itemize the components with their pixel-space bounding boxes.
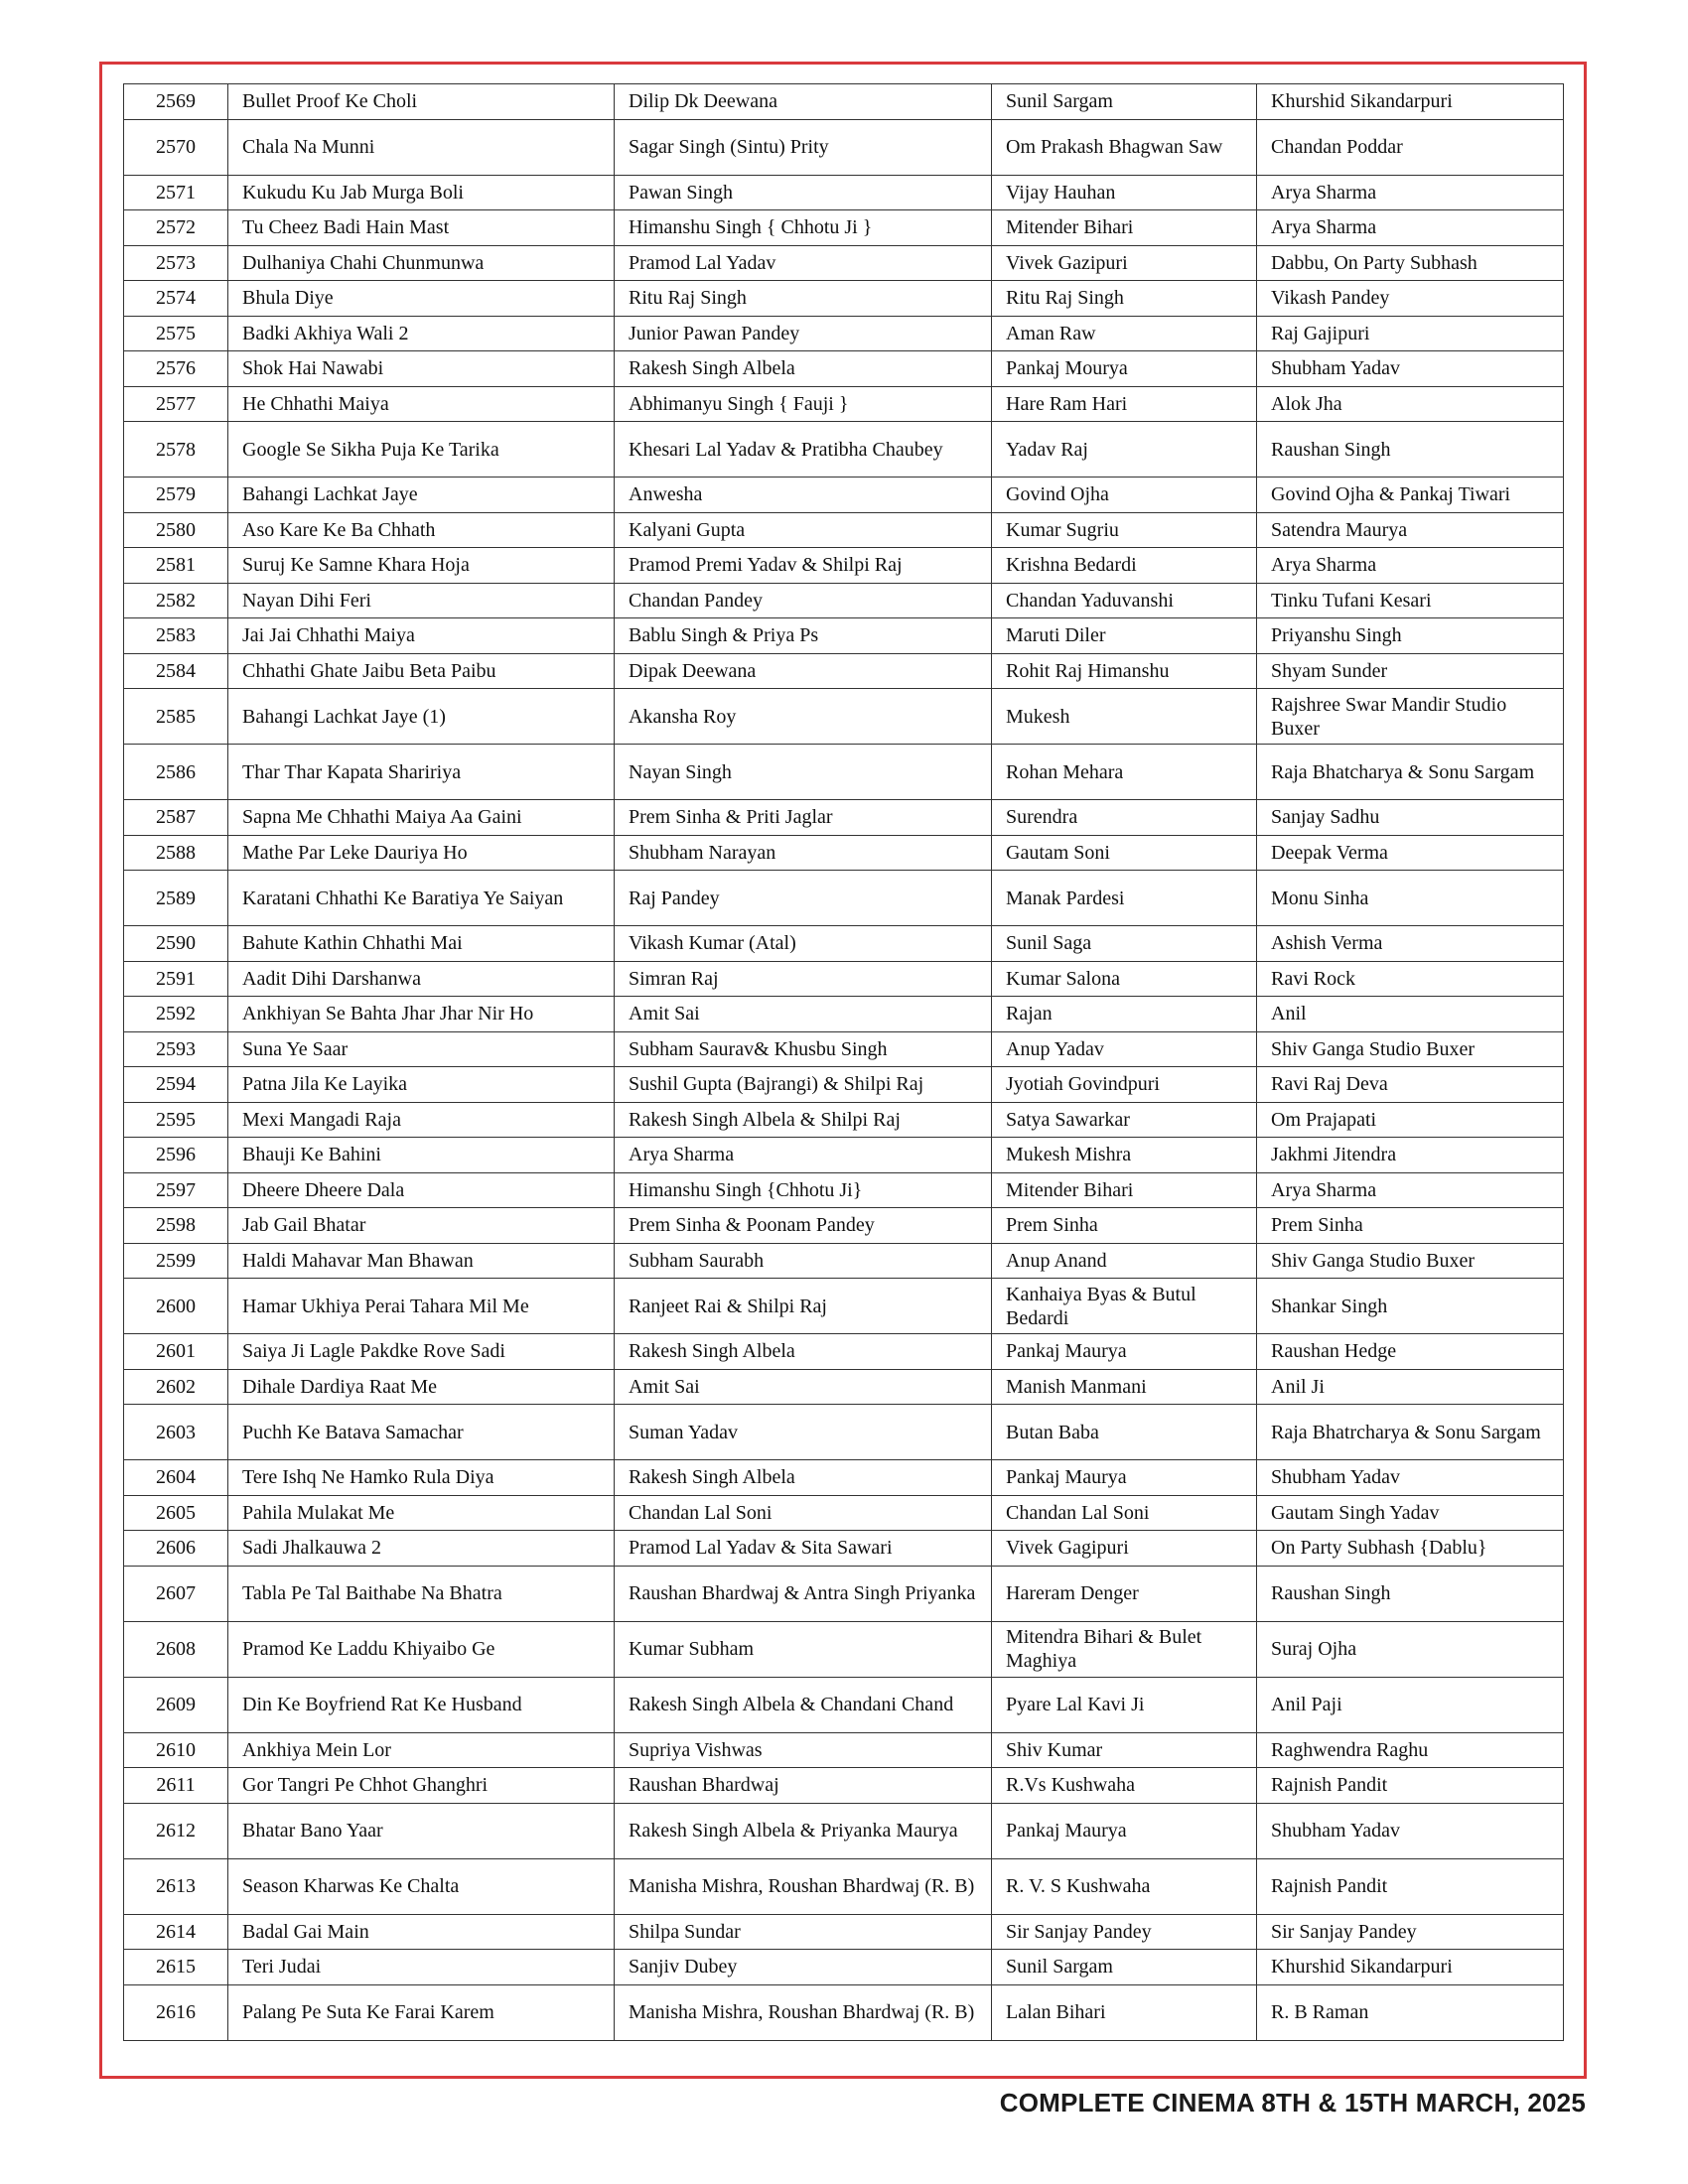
music-cell: Khurshid Sikandarpuri <box>1257 84 1564 120</box>
lyricist-cell: Mukesh Mishra <box>992 1138 1257 1173</box>
music-cell: Raushan Singh <box>1257 422 1564 478</box>
serial-number-cell: 2608 <box>124 1621 228 1677</box>
music-cell: Raja Bhatcharya & Sonu Sargam <box>1257 745 1564 800</box>
singer-cell: Chandan Pandey <box>615 583 992 618</box>
song-title-cell: Thar Thar Kapata Shaririya <box>228 745 615 800</box>
singer-cell: Nayan Singh <box>615 745 992 800</box>
table-row <box>124 1102 1564 1138</box>
table-row <box>124 1279 1564 1334</box>
lyricist-cell: Mitendra Bihari & Bulet Maghiya <box>992 1621 1257 1677</box>
singer-cell: Rakesh Singh Albela <box>615 351 992 387</box>
song-title-cell: Nayan Dihi Feri <box>228 583 615 618</box>
singer-cell: Raushan Bhardwaj <box>615 1768 992 1804</box>
music-cell: Raj Gajipuri <box>1257 316 1564 351</box>
lyricist-cell: Gautam Soni <box>992 835 1257 871</box>
music-cell: Arya Sharma <box>1257 210 1564 246</box>
singer-cell: Arya Sharma <box>615 1138 992 1173</box>
music-cell: Arya Sharma <box>1257 548 1564 584</box>
song-title-cell: Tere Ishq Ne Hamko Rula Diya <box>228 1460 615 1496</box>
music-cell: Shyam Sunder <box>1257 653 1564 689</box>
music-cell: Rajnish Pandit <box>1257 1768 1564 1804</box>
table-row <box>124 689 1564 745</box>
music-cell: Gautam Singh Yadav <box>1257 1495 1564 1531</box>
serial-number-cell: 2613 <box>124 1858 228 1914</box>
lyricist-cell: Sunil Saga <box>992 926 1257 962</box>
serial-number-cell: 2577 <box>124 386 228 422</box>
lyricist-cell: Prem Sinha <box>992 1208 1257 1244</box>
music-cell: Raushan Hedge <box>1257 1334 1564 1370</box>
serial-number-cell: 2578 <box>124 422 228 478</box>
music-cell: Shubham Yadav <box>1257 1460 1564 1496</box>
serial-number-cell: 2573 <box>124 245 228 281</box>
singer-cell: Sagar Singh (Sintu) Prity <box>615 119 992 175</box>
music-cell: Shubham Yadav <box>1257 1803 1564 1858</box>
song-title-cell: Bhatar Bano Yaar <box>228 1803 615 1858</box>
singer-cell: Vikash Kumar (Atal) <box>615 926 992 962</box>
serial-number-cell: 2603 <box>124 1405 228 1460</box>
song-title-cell: Badki Akhiya Wali 2 <box>228 316 615 351</box>
singer-cell: Supriya Vishwas <box>615 1732 992 1768</box>
lyricist-cell: Anup Yadav <box>992 1031 1257 1067</box>
lyricist-cell: Hareram Denger <box>992 1566 1257 1621</box>
song-title-cell: Patna Jila Ke Layika <box>228 1067 615 1103</box>
song-title-cell: Badal Gai Main <box>228 1914 615 1950</box>
lyricist-cell: Manak Pardesi <box>992 871 1257 926</box>
serial-number-cell: 2595 <box>124 1102 228 1138</box>
song-title-cell: Teri Judai <box>228 1950 615 1985</box>
music-cell: Monu Sinha <box>1257 871 1564 926</box>
music-cell: Dabbu, On Party Subhash <box>1257 245 1564 281</box>
serial-number-cell: 2606 <box>124 1531 228 1567</box>
song-title-cell: Season Kharwas Ke Chalta <box>228 1858 615 1914</box>
serial-number-cell: 2604 <box>124 1460 228 1496</box>
serial-number-cell: 2587 <box>124 800 228 836</box>
song-title-cell: Hamar Ukhiya Perai Tahara Mil Me <box>228 1279 615 1334</box>
serial-number-cell: 2610 <box>124 1732 228 1768</box>
music-cell: Raghwendra Raghu <box>1257 1732 1564 1768</box>
music-cell: Raushan Singh <box>1257 1566 1564 1621</box>
song-title-cell: Pahila Mulakat Me <box>228 1495 615 1531</box>
lyricist-cell: Chandan Yaduvanshi <box>992 583 1257 618</box>
song-title-cell: Bhula Diye <box>228 281 615 317</box>
serial-number-cell: 2582 <box>124 583 228 618</box>
music-cell: Raja Bhatrcharya & Sonu Sargam <box>1257 1405 1564 1460</box>
lyricist-cell: Pankaj Mourya <box>992 351 1257 387</box>
table-row <box>124 745 1564 800</box>
table-row <box>124 926 1564 962</box>
serial-number-cell: 2572 <box>124 210 228 246</box>
serial-number-cell: 2614 <box>124 1914 228 1950</box>
lyricist-cell: Butan Baba <box>992 1405 1257 1460</box>
lyricist-cell: Kanhaiya Byas & Butul Bedardi <box>992 1279 1257 1334</box>
serial-number-cell: 2585 <box>124 689 228 745</box>
song-title-cell: Bullet Proof Ke Choli <box>228 84 615 120</box>
table-row <box>124 1138 1564 1173</box>
table-row <box>124 512 1564 548</box>
table-row <box>124 835 1564 871</box>
music-cell: Anil Paji <box>1257 1677 1564 1732</box>
serial-number-cell: 2612 <box>124 1803 228 1858</box>
music-cell: Ravi Raj Deva <box>1257 1067 1564 1103</box>
singer-cell: Junior Pawan Pandey <box>615 316 992 351</box>
lyricist-cell: Vijay Hauhan <box>992 175 1257 210</box>
serial-number-cell: 2602 <box>124 1369 228 1405</box>
serial-number-cell: 2601 <box>124 1334 228 1370</box>
song-title-cell: Saiya Ji Lagle Pakdke Rove Sadi <box>228 1334 615 1370</box>
serial-number-cell: 2605 <box>124 1495 228 1531</box>
singer-cell: Rakesh Singh Albela & Priyanka Maurya <box>615 1803 992 1858</box>
singer-cell: Manisha Mishra, Roushan Bhardwaj (R. B) <box>615 1984 992 2040</box>
table-row <box>124 800 1564 836</box>
music-cell: Ashish Verma <box>1257 926 1564 962</box>
singer-cell: Ranjeet Rai & Shilpi Raj <box>615 1279 992 1334</box>
song-title-cell: Aadit Dihi Darshanwa <box>228 961 615 997</box>
song-title-cell: He Chhathi Maiya <box>228 386 615 422</box>
lyricist-cell: Rohit Raj Himanshu <box>992 653 1257 689</box>
lyricist-cell: R. V. S Kushwaha <box>992 1858 1257 1914</box>
music-cell: Govind Ojha & Pankaj Tiwari <box>1257 478 1564 513</box>
lyricist-cell: Satya Sawarkar <box>992 1102 1257 1138</box>
song-title-cell: Bahute Kathin Chhathi Mai <box>228 926 615 962</box>
singer-cell: Prem Sinha & Poonam Pandey <box>615 1208 992 1244</box>
lyricist-cell: Pankaj Maurya <box>992 1460 1257 1496</box>
table-row <box>124 1732 1564 1768</box>
singer-cell: Prem Sinha & Priti Jaglar <box>615 800 992 836</box>
lyricist-cell: Kumar Salona <box>992 961 1257 997</box>
table-row <box>124 548 1564 584</box>
singer-cell: Subham Saurav& Khusbu Singh <box>615 1031 992 1067</box>
serial-number-cell: 2575 <box>124 316 228 351</box>
song-title-cell: Mexi Mangadi Raja <box>228 1102 615 1138</box>
serial-number-cell: 2609 <box>124 1677 228 1732</box>
lyricist-cell: Kumar Sugriu <box>992 512 1257 548</box>
singer-cell: Subham Saurabh <box>615 1243 992 1279</box>
lyricist-cell: R.Vs Kushwaha <box>992 1768 1257 1804</box>
music-cell: Shiv Ganga Studio Buxer <box>1257 1031 1564 1067</box>
song-title-cell: Tabla Pe Tal Baithabe Na Bhatra <box>228 1566 615 1621</box>
lyricist-cell: Surendra <box>992 800 1257 836</box>
serial-number-cell: 2581 <box>124 548 228 584</box>
singer-cell: Pramod Premi Yadav & Shilpi Raj <box>615 548 992 584</box>
table-row <box>124 1243 1564 1279</box>
singer-cell: Khesari Lal Yadav & Pratibha Chaubey <box>615 422 992 478</box>
lyricist-cell: Om Prakash Bhagwan Saw <box>992 119 1257 175</box>
table-row <box>124 210 1564 246</box>
serial-number-cell: 2616 <box>124 1984 228 2040</box>
music-cell: Shiv Ganga Studio Buxer <box>1257 1243 1564 1279</box>
song-title-cell: Suruj Ke Samne Khara Hoja <box>228 548 615 584</box>
table-row <box>124 422 1564 478</box>
singer-cell: Raushan Bhardwaj & Antra Singh Priyanka <box>615 1566 992 1621</box>
music-cell: Suraj Ojha <box>1257 1621 1564 1677</box>
serial-number-cell: 2593 <box>124 1031 228 1067</box>
table-row <box>124 583 1564 618</box>
footer-publication-line: COMPLETE CINEMA 8TH & 15TH MARCH, 2025 <box>999 2088 1586 2117</box>
singer-cell: Rakesh Singh Albela & Chandani Chand <box>615 1677 992 1732</box>
serial-number-cell: 2576 <box>124 351 228 387</box>
table-row <box>124 1677 1564 1732</box>
serial-number-cell: 2607 <box>124 1566 228 1621</box>
song-title-cell: Dheere Dheere Dala <box>228 1172 615 1208</box>
lyricist-cell: Rohan Mehara <box>992 745 1257 800</box>
song-title-cell: Dulhaniya Chahi Chunmunwa <box>228 245 615 281</box>
table-row <box>124 1914 1564 1950</box>
music-cell: Priyanshu Singh <box>1257 618 1564 654</box>
song-title-cell: Dihale Dardiya Raat Me <box>228 1369 615 1405</box>
serial-number-cell: 2580 <box>124 512 228 548</box>
serial-number-cell: 2592 <box>124 997 228 1032</box>
music-cell: Satendra Maurya <box>1257 512 1564 548</box>
singer-cell: Kalyani Gupta <box>615 512 992 548</box>
lyricist-cell: Pankaj Maurya <box>992 1803 1257 1858</box>
lyricist-cell: Vivek Gagipuri <box>992 1531 1257 1567</box>
table-row <box>124 386 1564 422</box>
serial-number-cell: 2589 <box>124 871 228 926</box>
singer-cell: Anwesha <box>615 478 992 513</box>
serial-number-cell: 2611 <box>124 1768 228 1804</box>
table-row <box>124 351 1564 387</box>
table-row <box>124 1208 1564 1244</box>
song-title-cell: Din Ke Boyfriend Rat Ke Husband <box>228 1677 615 1732</box>
serial-number-cell: 2596 <box>124 1138 228 1173</box>
song-title-cell: Bhauji Ke Bahini <box>228 1138 615 1173</box>
singer-cell: Raj Pandey <box>615 871 992 926</box>
song-title-cell: Jab Gail Bhatar <box>228 1208 615 1244</box>
singer-cell: Kumar Subham <box>615 1621 992 1677</box>
music-cell: Anil <box>1257 997 1564 1032</box>
singer-cell: Pramod Lal Yadav <box>615 245 992 281</box>
song-title-cell: Tu Cheez Badi Hain Mast <box>228 210 615 246</box>
song-title-cell: Chhathi Ghate Jaibu Beta Paibu <box>228 653 615 689</box>
singer-cell: Simran Raj <box>615 961 992 997</box>
table-row <box>124 1460 1564 1496</box>
song-title-cell: Aso Kare Ke Ba Chhath <box>228 512 615 548</box>
song-title-cell: Haldi Mahavar Man Bhawan <box>228 1243 615 1279</box>
music-cell: Vikash Pandey <box>1257 281 1564 317</box>
song-title-cell: Gor Tangri Pe Chhot Ghanghri <box>228 1768 615 1804</box>
singer-cell: Abhimanyu Singh { Fauji } <box>615 386 992 422</box>
lyricist-cell: Pankaj Maurya <box>992 1334 1257 1370</box>
lyricist-cell: Vivek Gazipuri <box>992 245 1257 281</box>
singer-cell: Suman Yadav <box>615 1405 992 1460</box>
song-title-cell: Kukudu Ku Jab Murga Boli <box>228 175 615 210</box>
singer-cell: Sanjiv Dubey <box>615 1950 992 1985</box>
music-cell: Jakhmi Jitendra <box>1257 1138 1564 1173</box>
song-title-cell: Sadi Jhalkauwa 2 <box>228 1531 615 1567</box>
lyricist-cell: Govind Ojha <box>992 478 1257 513</box>
singer-cell: Bablu Singh & Priya Ps <box>615 618 992 654</box>
music-cell: Om Prajapati <box>1257 1102 1564 1138</box>
serial-number-cell: 2586 <box>124 745 228 800</box>
table-row <box>124 1334 1564 1370</box>
singer-cell: Amit Sai <box>615 1369 992 1405</box>
music-cell: Rajshree Swar Mandir Studio Buxer <box>1257 689 1564 745</box>
music-cell: Anil Ji <box>1257 1369 1564 1405</box>
singer-cell: Rakesh Singh Albela <box>615 1334 992 1370</box>
table-row <box>124 1858 1564 1914</box>
music-cell: Sanjay Sadhu <box>1257 800 1564 836</box>
song-title-cell: Mathe Par Leke Dauriya Ho <box>228 835 615 871</box>
lyricist-cell: Krishna Bedardi <box>992 548 1257 584</box>
serial-number-cell: 2569 <box>124 84 228 120</box>
table-row <box>124 1621 1564 1677</box>
lyricist-cell: Maruti Diler <box>992 618 1257 654</box>
music-cell: Arya Sharma <box>1257 175 1564 210</box>
singer-cell: Himanshu Singh {Chhotu Ji} <box>615 1172 992 1208</box>
serial-number-cell: 2588 <box>124 835 228 871</box>
music-cell: Chandan Poddar <box>1257 119 1564 175</box>
music-cell: Arya Sharma <box>1257 1172 1564 1208</box>
song-table-body <box>124 84 1564 2041</box>
serial-number-cell: 2597 <box>124 1172 228 1208</box>
song-title-cell: Puchh Ke Batava Samachar <box>228 1405 615 1460</box>
table-row <box>124 1067 1564 1103</box>
lyricist-cell: Sunil Sargam <box>992 1950 1257 1985</box>
song-table <box>123 83 1564 2041</box>
table-row <box>124 84 1564 120</box>
table-row <box>124 1531 1564 1567</box>
serial-number-cell: 2579 <box>124 478 228 513</box>
singer-cell: Chandan Lal Soni <box>615 1495 992 1531</box>
lyricist-cell: Sunil Sargam <box>992 84 1257 120</box>
song-title-cell: Bahangi Lachkat Jaye (1) <box>228 689 615 745</box>
table-row <box>124 175 1564 210</box>
lyricist-cell: Rajan <box>992 997 1257 1032</box>
serial-number-cell: 2571 <box>124 175 228 210</box>
lyricist-cell: Lalan Bihari <box>992 1984 1257 2040</box>
singer-cell: Himanshu Singh { Chhotu Ji } <box>615 210 992 246</box>
lyricist-cell: Mitender Bihari <box>992 1172 1257 1208</box>
table-row <box>124 316 1564 351</box>
lyricist-cell: Manish Manmani <box>992 1369 1257 1405</box>
song-title-cell: Bahangi Lachkat Jaye <box>228 478 615 513</box>
music-cell: Shankar Singh <box>1257 1279 1564 1334</box>
serial-number-cell: 2599 <box>124 1243 228 1279</box>
music-cell: Khurshid Sikandarpuri <box>1257 1950 1564 1985</box>
table-row <box>124 1369 1564 1405</box>
singer-cell: Amit Sai <box>615 997 992 1032</box>
serial-number-cell: 2570 <box>124 119 228 175</box>
table-row <box>124 1803 1564 1858</box>
table-row <box>124 1031 1564 1067</box>
lyricist-cell: Shiv Kumar <box>992 1732 1257 1768</box>
song-title-cell: Palang Pe Suta Ke Farai Karem <box>228 1984 615 2040</box>
singer-cell: Pramod Lal Yadav & Sita Sawari <box>615 1531 992 1567</box>
lyricist-cell: Hare Ram Hari <box>992 386 1257 422</box>
singer-cell: Sushil Gupta (Bajrangi) & Shilpi Raj <box>615 1067 992 1103</box>
serial-number-cell: 2594 <box>124 1067 228 1103</box>
singer-cell: Rakesh Singh Albela <box>615 1460 992 1496</box>
table-row <box>124 1768 1564 1804</box>
table-row <box>124 653 1564 689</box>
song-title-cell: Pramod Ke Laddu Khiyaibo Ge <box>228 1621 615 1677</box>
song-title-cell: Google Se Sikha Puja Ke Tarika <box>228 422 615 478</box>
singer-cell: Shilpa Sundar <box>615 1914 992 1950</box>
song-title-cell: Jai Jai Chhathi Maiya <box>228 618 615 654</box>
singer-cell: Dilip Dk Deewana <box>615 84 992 120</box>
lyricist-cell: Mitender Bihari <box>992 210 1257 246</box>
serial-number-cell: 2591 <box>124 961 228 997</box>
table-row <box>124 119 1564 175</box>
song-title-cell: Sapna Me Chhathi Maiya Aa Gaini <box>228 800 615 836</box>
table-row <box>124 1566 1564 1621</box>
table-row <box>124 1172 1564 1208</box>
table-row <box>124 1405 1564 1460</box>
singer-cell: Dipak Deewana <box>615 653 992 689</box>
lyricist-cell: Ritu Raj Singh <box>992 281 1257 317</box>
lyricist-cell: Mukesh <box>992 689 1257 745</box>
song-title-cell: Ankhiya Mein Lor <box>228 1732 615 1768</box>
serial-number-cell: 2615 <box>124 1950 228 1985</box>
music-cell: Prem Sinha <box>1257 1208 1564 1244</box>
serial-number-cell: 2600 <box>124 1279 228 1334</box>
table-row <box>124 478 1564 513</box>
lyricist-cell: Jyotiah Govindpuri <box>992 1067 1257 1103</box>
music-cell: On Party Subhash {Dablu} <box>1257 1531 1564 1567</box>
table-row <box>124 961 1564 997</box>
song-title-cell: Chala Na Munni <box>228 119 615 175</box>
singer-cell: Manisha Mishra, Roushan Bhardwaj (R. B) <box>615 1858 992 1914</box>
lyricist-cell: Yadav Raj <box>992 422 1257 478</box>
singer-cell: Pawan Singh <box>615 175 992 210</box>
table-row <box>124 618 1564 654</box>
music-cell: Shubham Yadav <box>1257 351 1564 387</box>
lyricist-cell: Anup Anand <box>992 1243 1257 1279</box>
singer-cell: Rakesh Singh Albela & Shilpi Raj <box>615 1102 992 1138</box>
music-cell: Deepak Verma <box>1257 835 1564 871</box>
table-row <box>124 1495 1564 1531</box>
table-row <box>124 1984 1564 2040</box>
serial-number-cell: 2590 <box>124 926 228 962</box>
serial-number-cell: 2584 <box>124 653 228 689</box>
table-row <box>124 871 1564 926</box>
song-title-cell: Shok Hai Nawabi <box>228 351 615 387</box>
music-cell: Tinku Tufani Kesari <box>1257 583 1564 618</box>
music-cell: Rajnish Pandit <box>1257 1858 1564 1914</box>
music-cell: Ravi Rock <box>1257 961 1564 997</box>
song-title-cell: Ankhiyan Se Bahta Jhar Jhar Nir Ho <box>228 997 615 1032</box>
serial-number-cell: 2598 <box>124 1208 228 1244</box>
music-cell: Alok Jha <box>1257 386 1564 422</box>
singer-cell: Akansha Roy <box>615 689 992 745</box>
table-row <box>124 1950 1564 1985</box>
lyricist-cell: Pyare Lal Kavi Ji <box>992 1677 1257 1732</box>
serial-number-cell: 2583 <box>124 618 228 654</box>
music-cell: R. B Raman <box>1257 1984 1564 2040</box>
table-row <box>124 245 1564 281</box>
lyricist-cell: Aman Raw <box>992 316 1257 351</box>
singer-cell: Ritu Raj Singh <box>615 281 992 317</box>
song-title-cell: Karatani Chhathi Ke Baratiya Ye Saiyan <box>228 871 615 926</box>
table-row <box>124 997 1564 1032</box>
song-title-cell: Suna Ye Saar <box>228 1031 615 1067</box>
singer-cell: Shubham Narayan <box>615 835 992 871</box>
lyricist-cell: Chandan Lal Soni <box>992 1495 1257 1531</box>
music-cell: Sir Sanjay Pandey <box>1257 1914 1564 1950</box>
table-row <box>124 281 1564 317</box>
lyricist-cell: Sir Sanjay Pandey <box>992 1914 1257 1950</box>
serial-number-cell: 2574 <box>124 281 228 317</box>
